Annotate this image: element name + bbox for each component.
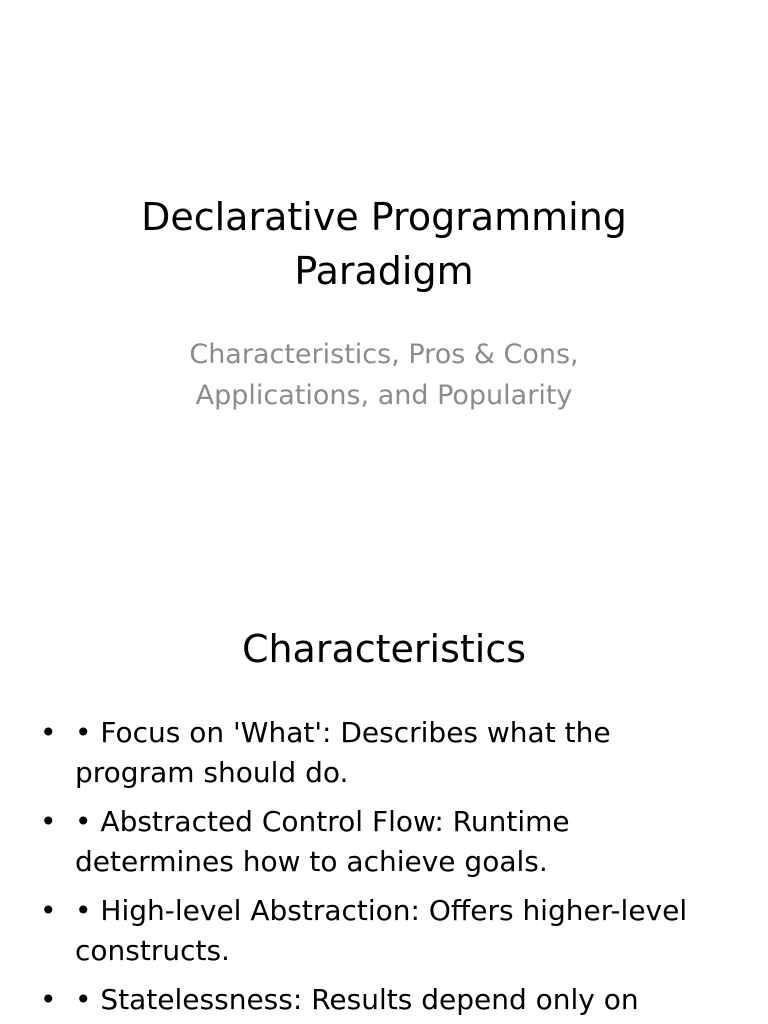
characteristics-list	[0, 713, 768, 1024]
bullet-marker: •	[40, 894, 57, 927]
characteristics-title: Characteristics	[241, 627, 527, 671]
slide-subtitle	[0, 334, 768, 416]
list-item	[0, 802, 768, 882]
bullet-marker: •	[40, 805, 57, 838]
slide-subtitle-line-1: Characteristics, Pros & Cons,	[189, 339, 579, 370]
list-item	[0, 891, 768, 971]
bullet-marker: •	[40, 716, 57, 749]
list-item-text: • Focus on 'What': Describes what the program should do.	[75, 716, 611, 789]
list-item	[0, 980, 768, 1020]
slide-title	[0, 190, 768, 298]
list-item-text: • High-level Abstraction: Offers higher-level constructs.	[75, 894, 688, 967]
slide-title-line-1: Declarative Programming	[141, 195, 627, 239]
list-item	[0, 713, 768, 793]
list-item-text: • Statelessness: Results depend only on	[75, 983, 639, 1016]
bullet-marker: •	[40, 983, 57, 1016]
characteristics-slide	[0, 576, 768, 1024]
slide-subtitle-line-2: Applications, and Popularity	[195, 380, 573, 411]
slide-title-line-2: Paradigm	[294, 249, 474, 293]
list-item-text: • Abstracted Control Flow: Runtime determines how to achieve goals.	[75, 805, 570, 878]
